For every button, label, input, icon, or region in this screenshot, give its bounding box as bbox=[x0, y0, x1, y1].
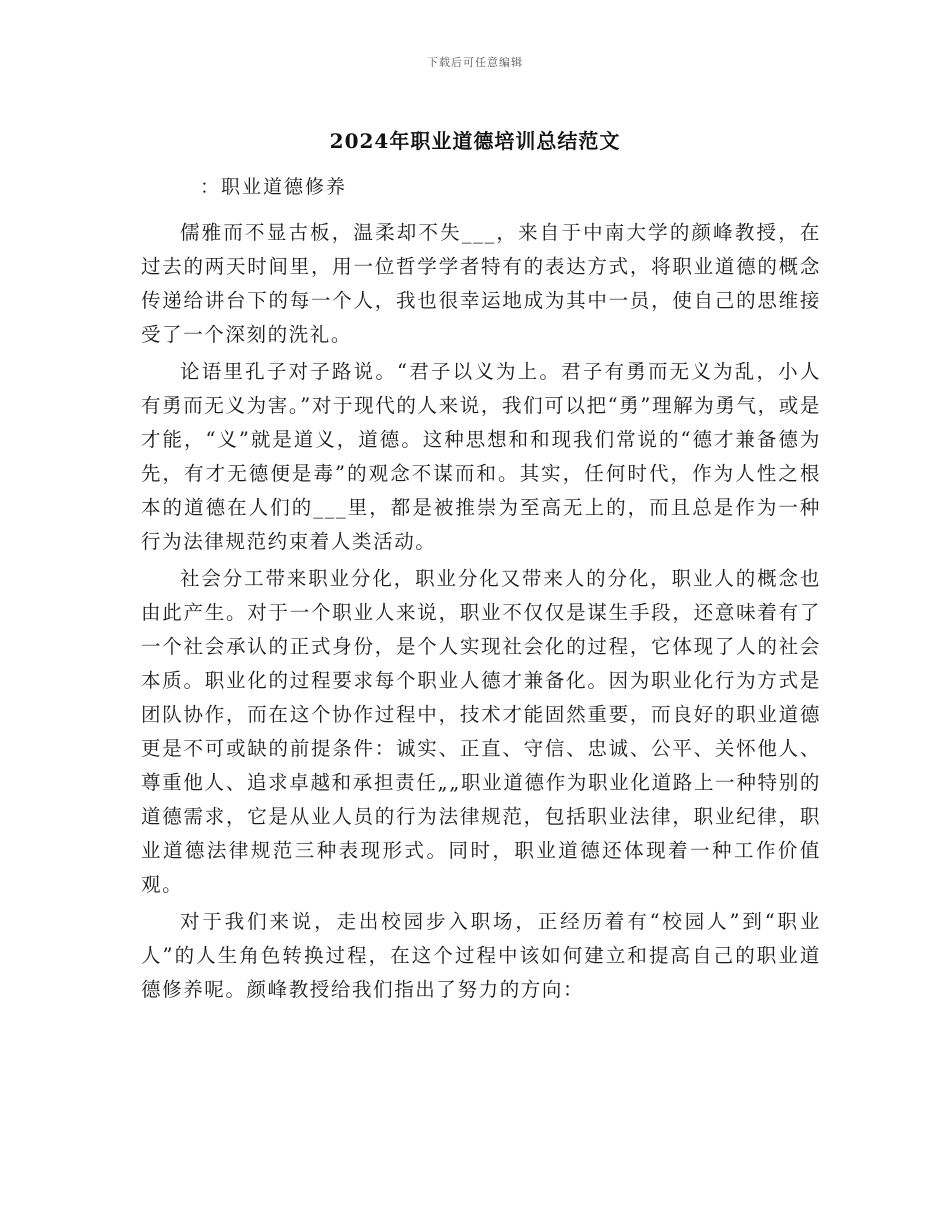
document-subtitle: ：职业道德修养 bbox=[200, 176, 348, 198]
paragraph-1: 儒雅而不显古板，温柔却不失___，来自于中南大学的颜峰教授，在过去的两天时间里，用一位哲学学者特有的表达方式，将职业道德的概念传递给讲台下的每一个人，我也很幸运地成为其中一员，使自己的思维接受了一个深刻的洗礼。 bbox=[141, 221, 821, 346]
page-header-note: 下载后可任意编辑 bbox=[427, 56, 523, 69]
document-body bbox=[141, 216, 821, 1010]
paragraph-2: 论语里孔子对子路说。“君子以义为上。君子有勇而无义为乱，小人有勇而无义为害。”对于现代的人来说，我们可以把“勇”理解为勇气，或是才能，“义”就是道义，道德。这种思想和和现我们常说的“德才兼备德为先，有才无德便是毒”的观念不谋而和。其实，任何时代，作为人性之根本的道德在人们的___里，都是被推崇为至高无上的，而且总是作为一种行为法律规范约束着人类活动。 bbox=[141, 360, 821, 553]
paragraph-4: 对于我们来说，走出校园步入职场，正经历着有“校园人”到“职业人”的人生角色转换过程，在这个过程中该如何建立和提高自己的职业道德修养呢。颜峰教授给我们指出了努力的方向： bbox=[141, 910, 821, 1001]
document-title: 2024年职业道德培训总结范文 bbox=[329, 129, 621, 153]
paragraph-3: 社会分工带来职业分化，职业分化又带来人的分化，职业人的概念也由此产生。对于一个职业人来说，职业不仅仅是谋生手段，还意味着有了一个社会承认的正式身份，是个人实现社会化的过程，它体现了人的社会本质。职业化的过程要求每个职业人德才兼备化。因为职业化行为方式是团队协作，而在这个协作过程中，技术才能固然重要，而良好的职业道德更是不可或缺的前提条件：诚实、正直、守信、忠诚、公平、关怀他人、尊重他人、追求卓越和承担责任„„职业道德作为职业化道路上一种特别的道德需求，它是从业人员的行为法律规范，包括职业法律，职业纪律，职业道德法律规范三种表现形式。同时，职业道德还体现着一种工作价值观。 bbox=[141, 567, 821, 896]
